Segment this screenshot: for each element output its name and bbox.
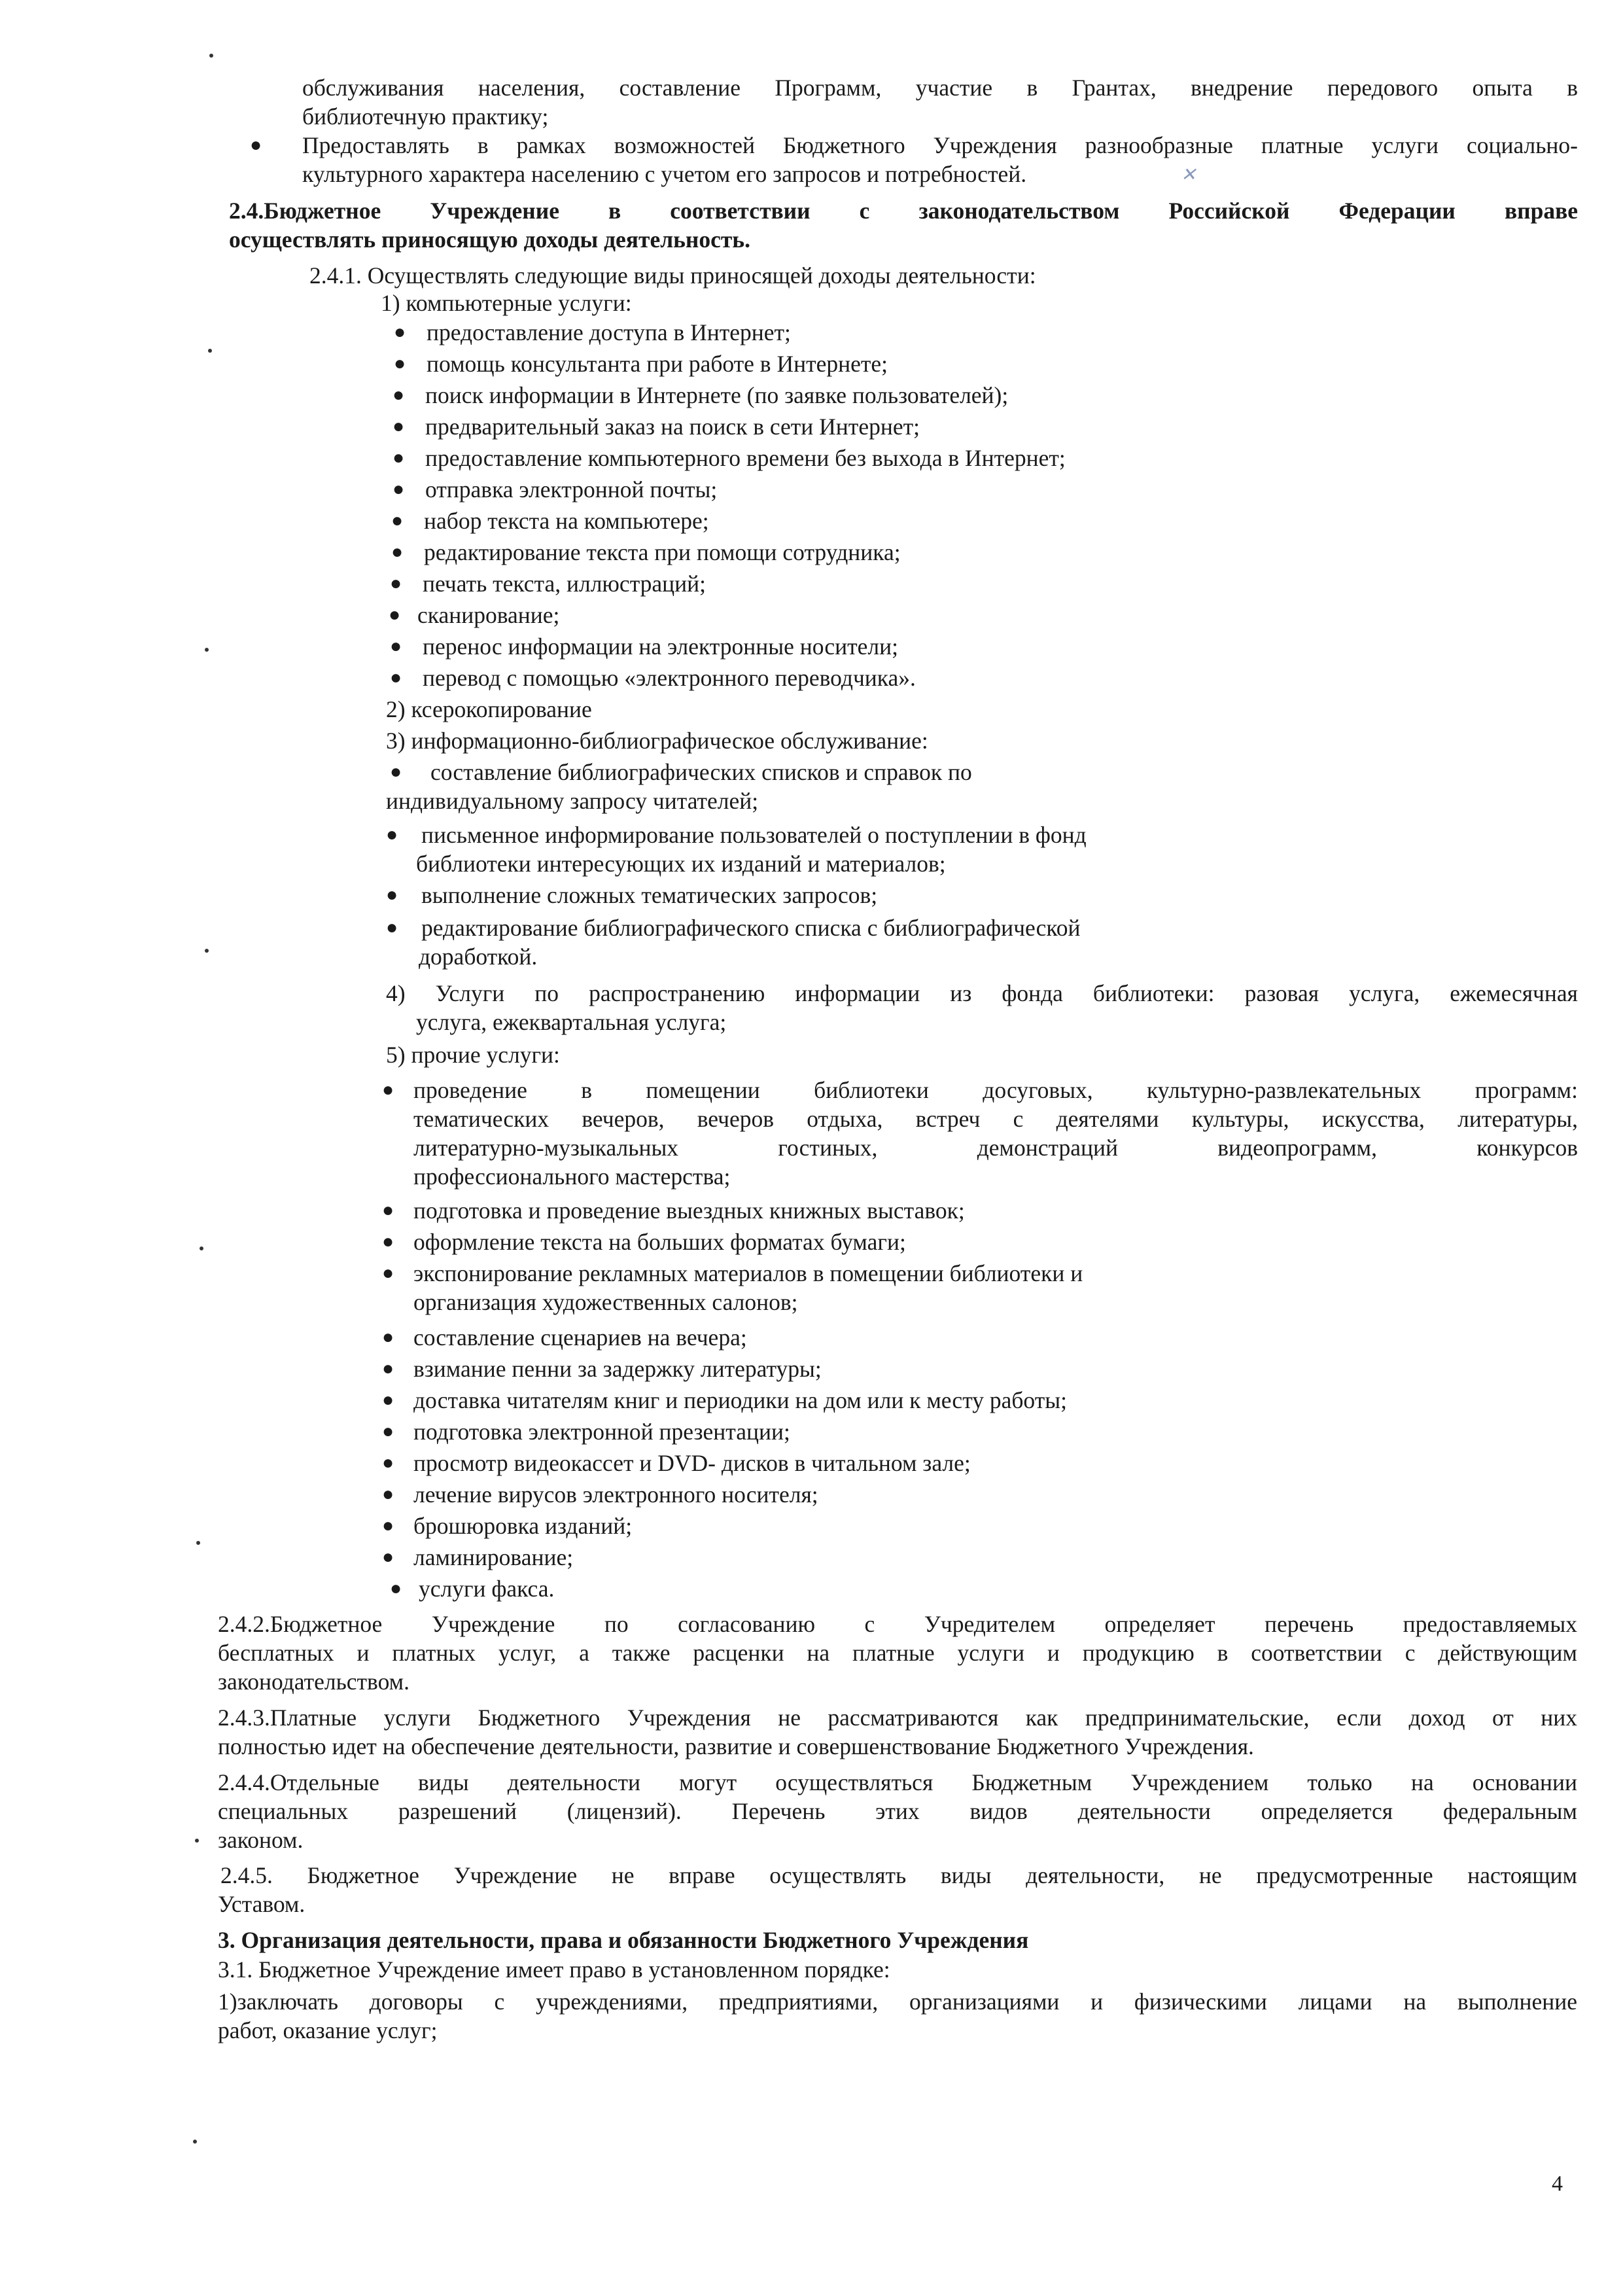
bullet-icon: ● [393,478,405,500]
bullet-icon: ● [250,134,262,156]
list-item: поиск информации в Интернете (по заявке пользователей); [425,382,1009,408]
list-item: выполнение сложных тематических запросов; [421,882,878,908]
list-item: составление библиографических списков и справок по [430,759,972,785]
bullet-icon: ● [382,1421,394,1442]
bullet-icon: ● [386,884,398,906]
list-item: подготовка электронной презентации; [413,1419,790,1445]
scan-speck [209,54,213,58]
list-item: составление сценариев на вечера; [413,1324,747,1351]
group-label: 1) компьютерные услуги: [381,290,632,316]
bullet-icon: ● [390,635,402,657]
list-item: перевод с помощью «электронного переводчика». [423,665,916,691]
list-item: редактирование библиографического списка с библиографической [421,915,1081,941]
list-item: отправка электронной почты; [425,476,718,503]
bullet-icon: ● [382,1231,394,1252]
group-label: 4) Услуги по распространению информации из фонда библиотеки: разовая услуга, ежемесячная [386,980,1578,1006]
scan-speck [208,349,212,353]
list-item: предоставление компьютерного времени без выхода в Интернет; [425,445,1066,471]
scan-speck [193,2140,197,2144]
list-item: подготовка и проведение выездных книжных выставок; [413,1197,965,1224]
list-item: брошюровка изданий; [413,1513,633,1539]
bullet-icon: ● [390,573,402,594]
list-item: организация художественных салонов; [413,1289,798,1315]
group-label: 5) прочие услуги: [386,1042,560,1068]
list-item: предоставление доступа в Интернет; [427,319,791,345]
text-line: Предоставлять в рамках возможностей Бюджетного Учреждения разнообразные платные услуги социально- [302,132,1578,158]
bullet-icon: ● [390,667,402,688]
section-heading: 2.4.Бюджетное Учреждение в соответствии с законодательством Российской Федерации вправе [229,198,1578,224]
pen-mark: ✕ [1181,165,1196,185]
paragraph-line: 3.1. Бюджетное Учреждение имеет право в установленном порядке: [218,1956,890,1983]
text-line: обслуживания населения, составление Программ, участие в Грантах, внедрение передового опыта в [302,75,1578,101]
list-item: экспонирование рекламных материалов в помещении библиотеки и [413,1260,1083,1286]
bullet-icon: ● [382,1079,394,1101]
bullet-icon: ● [382,1358,394,1379]
list-item: помощь консультанта при работе в Интернете; [427,351,888,377]
scan-speck [196,1541,200,1545]
bullet-icon: ● [389,604,401,626]
bullet-icon: ● [394,321,406,343]
scan-speck [205,949,209,953]
paragraph-line: законом. [218,1827,304,1853]
section-heading: осуществлять приносящую доходы деятельность. [229,226,750,253]
bullet-icon: ● [382,1326,394,1348]
subsection-title: 2.4.1. Осуществлять следующие виды приносящей доходы деятельности: [309,262,1036,289]
paragraph-line: бесплатных и платных услуг, а также расценки на платные услуги и продукцию в соответствии с действующим [218,1640,1577,1666]
list-item: профессионального мастерства; [413,1163,731,1190]
paragraph-line: 2.4.5. Бюджетное Учреждение не вправе осуществлять виды деятельности, не предусмотренные настоящим [220,1862,1577,1888]
paragraph-line: 2.4.3.Платные услуги Бюджетного Учреждения не рассматриваются как предпринимательские, если доход от них [218,1704,1577,1731]
group-label: 3) информационно-библиографическое обслуживание: [386,728,928,754]
list-item: библиотеки интересующих их изданий и материалов; [416,851,946,877]
text-line: библиотечную практику; [302,103,549,130]
list-item: редактирование текста при помощи сотрудника; [424,539,901,565]
paragraph-line: специальных разрешений (лицензий). Перечень этих видов деятельности определяется федеральным [218,1798,1577,1824]
scan-speck [195,1839,199,1843]
paragraph-line: законодательством. [218,1669,410,1695]
bullet-icon: ● [382,1483,394,1505]
list-item: просмотр видеокассет и DVD- дисков в читальном зале; [413,1450,971,1476]
bullet-icon: ● [386,824,398,845]
group-label: 2) ксерокопирование [386,696,592,722]
list-item: сканирование; [417,602,560,628]
section-heading: 3. Организация деятельности, права и обязанности Бюджетного Учреждения [218,1927,1029,1953]
bullet-icon: ● [393,447,405,468]
bullet-icon: ● [382,1262,394,1284]
paragraph-line: 1)заключать договоры с учреждениями, предприятиями, организациями и физическими лицами на выполнение [218,1988,1577,2015]
group-label: услуга, ежеквартальная услуга; [416,1009,727,1035]
list-item: предварительный заказ на поиск в сети Интернет; [425,414,920,440]
list-item: индивидуальному запросу читателей; [386,788,759,814]
bullet-icon: ● [382,1199,394,1221]
bullet-icon: ● [394,353,406,374]
list-item: печать текста, иллюстраций; [423,571,707,597]
bullet-icon: ● [393,384,405,406]
paragraph-line: 2.4.4.Отдельные виды деятельности могут осуществляться Бюджетным Учреждением только на основании [218,1769,1577,1795]
bullet-icon: ● [382,1546,394,1568]
bullet-icon: ● [386,917,398,938]
bullet-icon: ● [382,1452,394,1474]
list-item: письменное информирование пользователей о поступлении в фонд [421,822,1087,848]
bullet-icon: ● [390,1578,402,1599]
list-item: перенос информации на электронные носители; [423,633,898,660]
page-number: 4 [1552,2172,1563,2196]
list-item: доставка читателям книг и периодики на дом или к месту работы; [413,1387,1067,1413]
list-item: услуги факса. [419,1576,555,1602]
bullet-icon: ● [391,541,404,563]
list-item: проведение в помещении библиотеки досуговых, культурно-развлекательных программ: [413,1077,1578,1103]
list-item: доработкой. [419,944,538,970]
list-item: тематических вечеров, вечеров отдыха, встреч с деятелями культуры, искусства, литературы, [413,1106,1578,1132]
bullet-icon: ● [391,510,404,531]
scan-speck [200,1246,203,1250]
scan-speck [205,648,209,652]
bullet-icon: ● [393,415,405,437]
list-item: литературно-музыкальных гостиных, демонстраций видеопрограмм, конкурсов [413,1135,1578,1161]
text-line: культурного характера населению с учетом его запросов и потребностей. [302,161,1027,187]
list-item: взимание пенни за задержку литературы; [413,1356,822,1382]
bullet-icon: ● [390,761,402,783]
paragraph-line: 2.4.2.Бюджетное Учреждение по согласованию с Учредителем определяет перечень предоставляемых [218,1611,1577,1637]
paragraph-line: Уставом. [218,1891,305,1917]
list-item: оформление текста на больших форматах бумаги; [413,1229,906,1255]
paragraph-line: полностью идет на обеспечение деятельности, развитие и совершенствование Бюджетного Учреждения. [218,1733,1254,1759]
paragraph-line: работ, оказание услуг; [218,2017,438,2043]
list-item: ламинирование; [413,1544,574,1570]
list-item: набор текста на компьютере; [424,508,709,534]
bullet-icon: ● [382,1515,394,1536]
list-item: лечение вирусов электронного носителя; [413,1481,818,1508]
bullet-icon: ● [382,1389,394,1411]
